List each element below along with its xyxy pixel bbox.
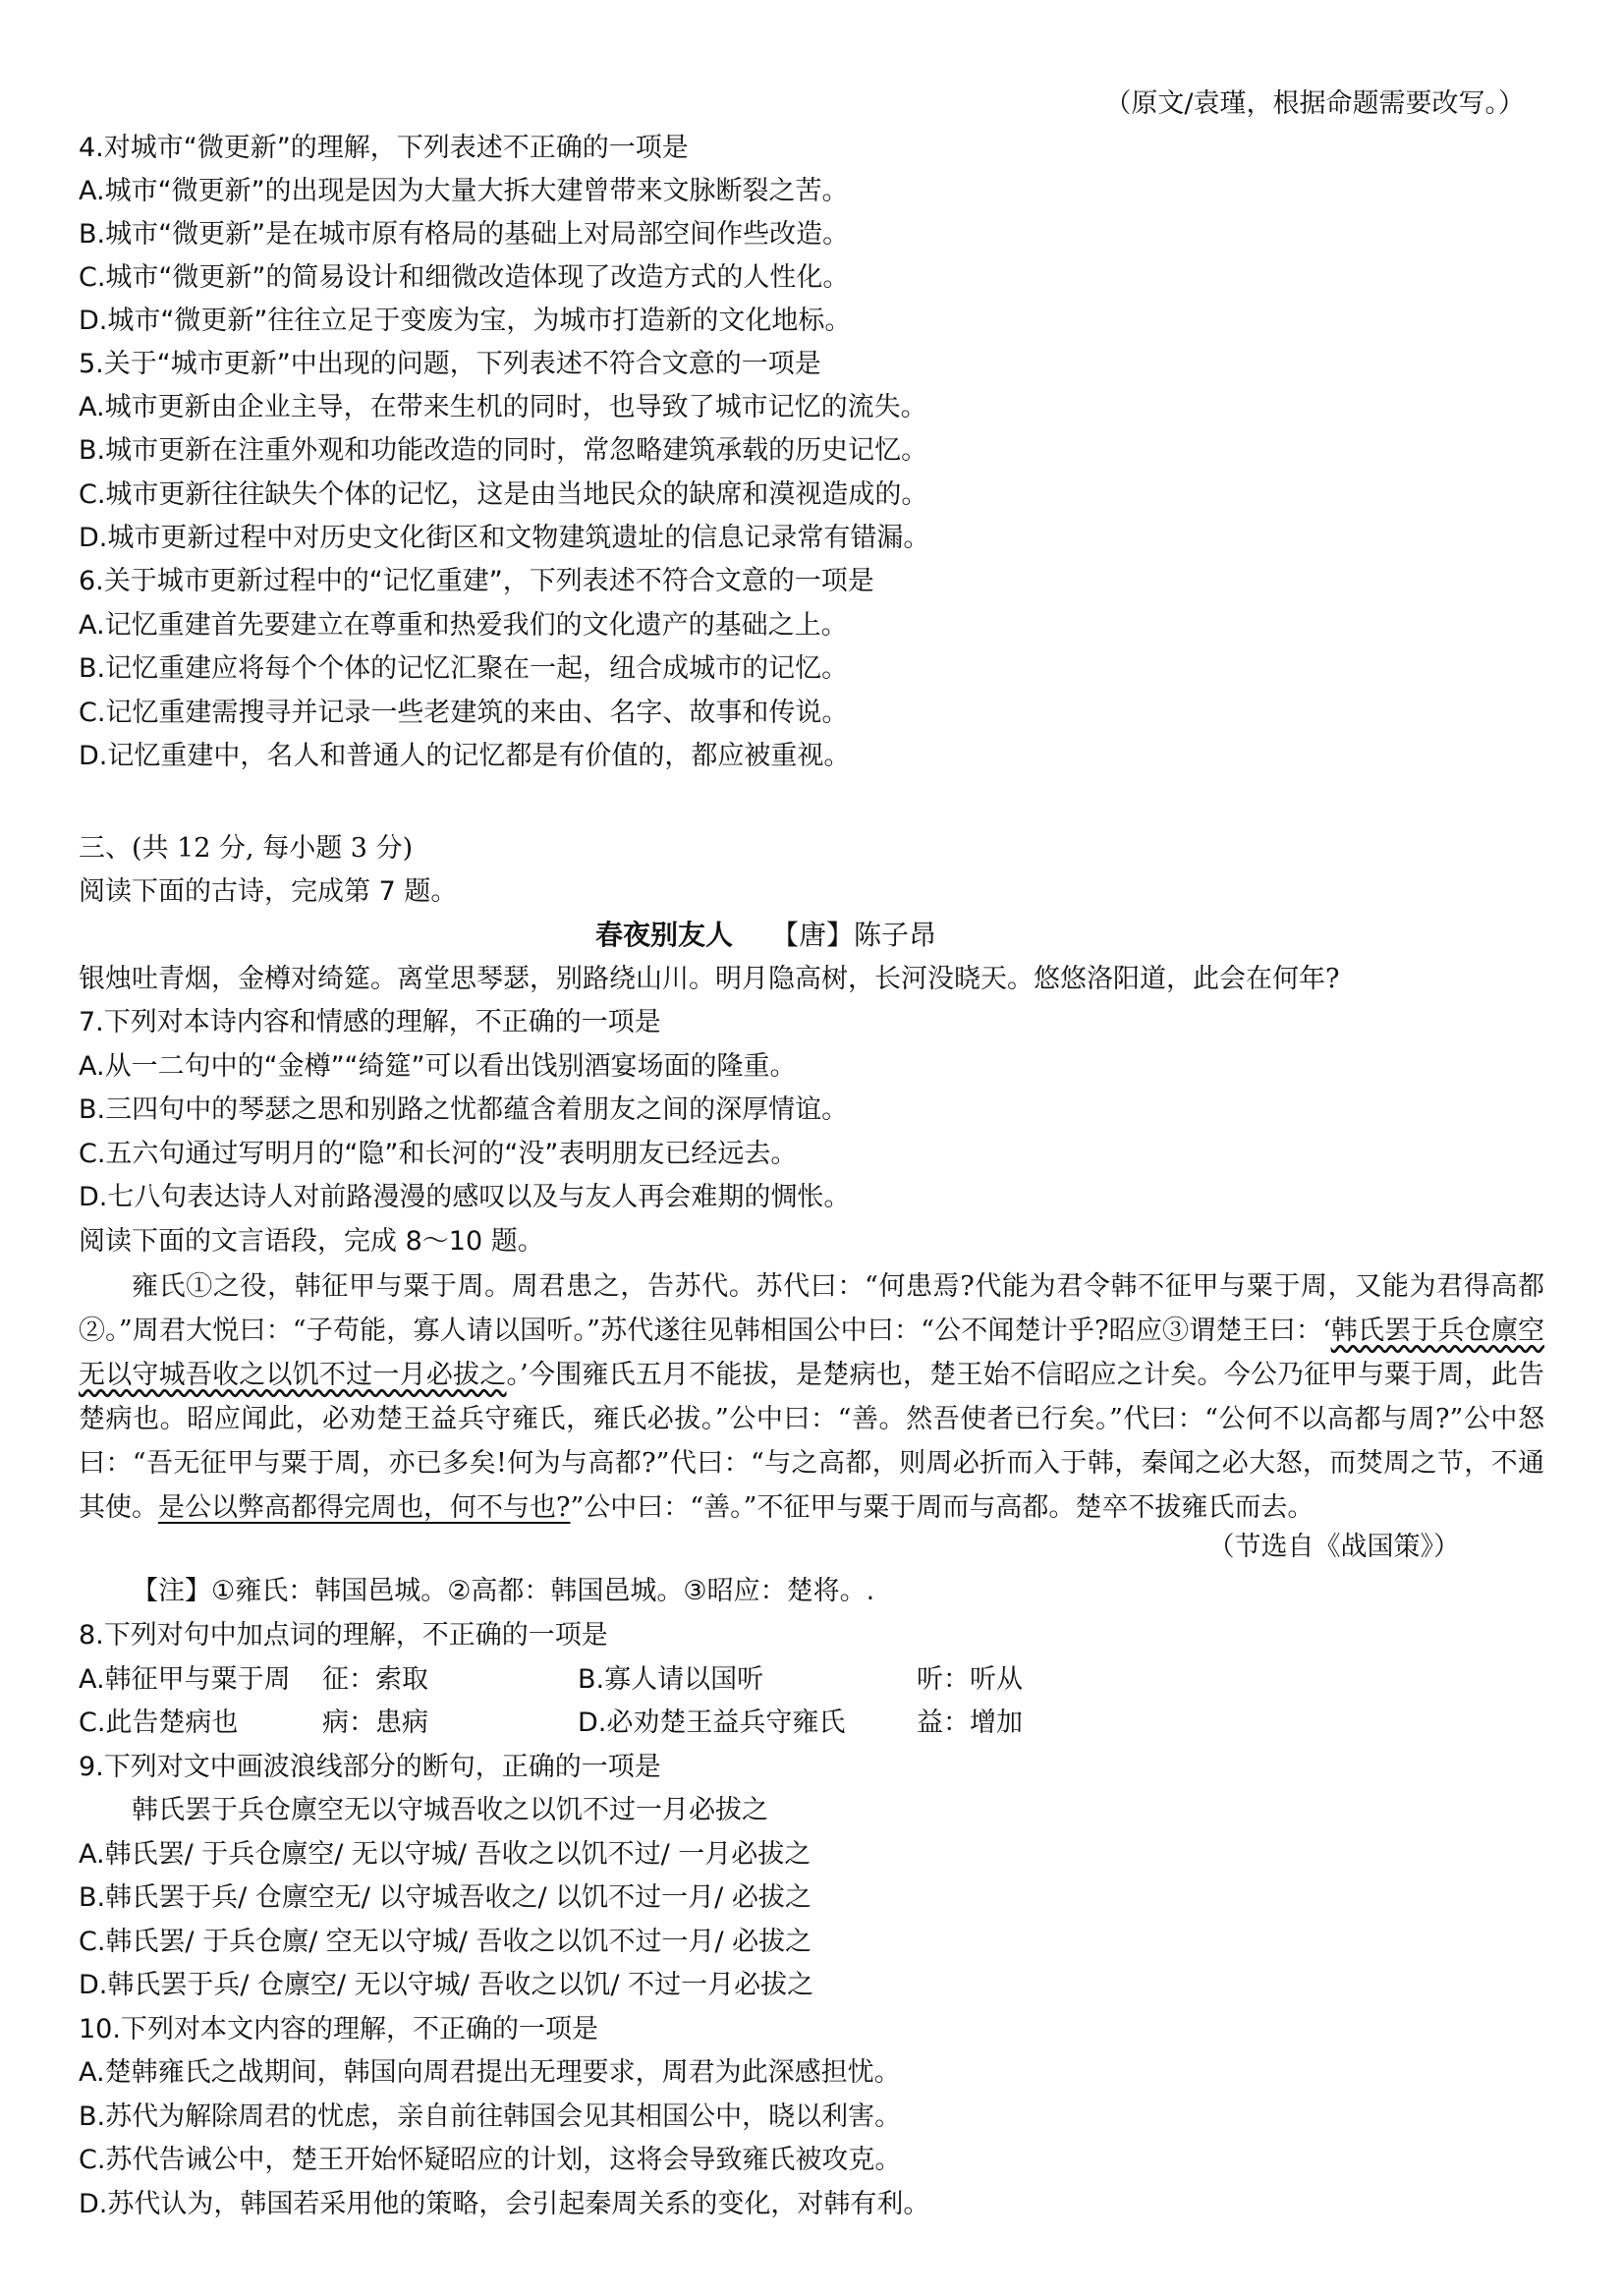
q6-option-a: A.记忆重建首先要建立在尊重和热爱我们的文化遗产的基础之上。	[79, 610, 848, 641]
q8-stem: 8.下列对句中加点词的理解，不正确的一项是	[79, 1620, 608, 1651]
q4-option-c: C.城市“微更新”的简易设计和细微改造体现了改造方式的人性化。	[79, 262, 850, 293]
q5-stem: 5.关于“城市更新”中出现的问题，下列表述不符合文意的一项是	[79, 349, 821, 379]
q10-option-d: D.苏代认为，韩国若采用他的策略，会引起秦周关系的变化，对韩有利。	[79, 2189, 930, 2219]
source-note: （原文/袁瑾，根据命题需要改写。）	[1104, 88, 1525, 119]
q6-option-b: B.记忆重建应将每个个体的记忆汇聚在一起，纽合成城市的记忆。	[79, 653, 849, 684]
q7-option-c: C.五六句通过写明月的“隐”和长河的“没”表明朋友已经远去。	[79, 1139, 798, 1169]
poem-text: 银烛吐青烟，金樽对绮筵。离堂思琴瑟，别路绕山川。明月隐高树，长河没晓天。悠悠洛阳道，此会在何年?	[79, 964, 1340, 994]
q8-option-c-def: 病：患病	[322, 1708, 428, 1738]
q9-option-c: C.韩氏罢/ 于兵仓廪/ 空无以守城/ 吾收之以饥不过一月/ 必拔之	[79, 1927, 812, 1957]
q10-option-b: B.苏代为解除周君的忧虑，亲自前往韩国会见其相国公中，晓以利害。	[79, 2101, 902, 2132]
q5-option-d: D.城市更新过程中对历史文化街区和文物建筑遗址的信息记录常有错漏。	[79, 523, 930, 553]
q6-option-c: C.记忆重建需搜寻并记录一些老建筑的来由、名字、故事和传说。	[79, 698, 849, 728]
q9-option-a: A.韩氏罢/ 于兵仓廪空/ 无以守城/ 吾收之以饥不过/ 一月必拔之	[79, 1839, 812, 1870]
poem-title	[595, 916, 936, 955]
q9-option-b: B.韩氏罢于兵/ 仓廪空无/ 以守城吾收之/ 以饥不过一月/ 必拔之	[79, 1882, 812, 1913]
poem-intro: 阅读下面的古诗，完成第 7 题。	[79, 876, 458, 907]
q5-option-a: A.城市更新由企业主导，在带来生机的同时，也导致了城市记忆的流失。	[79, 392, 927, 422]
q8-option-a-def: 征：索取	[322, 1664, 428, 1695]
q8-row-2	[79, 1704, 1061, 1743]
q9-sentence: 韩氏罢于兵仓廪空无以守城吾收之以饥不过一月必拔之	[132, 1795, 768, 1825]
q10-option-a: A.楚韩雍氏之战期间，韩国向周君提出无理要求，周君为此深感担忧。	[79, 2057, 901, 2088]
passage-wavy-sentence: 韩氏罢于兵仓廪空无以守城吾收之以饥不过一月必拔之	[79, 1316, 1544, 1390]
q10-option-c: C.苏代告诫公中，楚王开始怀疑昭应的计划，这将会导致雍氏被攻克。	[79, 2145, 902, 2175]
q10-stem: 10.下列对本文内容的理解，不正确的一项是	[79, 2014, 598, 2044]
q8-option-a: A.韩征甲与粟于周	[79, 1664, 291, 1695]
q9-option-d: D.韩氏罢于兵/ 仓廪空/ 无以守城/ 吾收之以饥/ 不过一月必拔之	[79, 1970, 814, 2000]
q8-option-d-def: 益：增加	[917, 1708, 1023, 1738]
classical-intro: 阅读下面的文言语段，完成 8～10 题。	[79, 1226, 544, 1257]
q5-option-c: C.城市更新往往缺失个体的记忆，这是由当地民众的缺席和漠视造成的。	[79, 479, 928, 510]
q8-option-d: D.必劝楚王益兵守雍氏	[578, 1708, 846, 1738]
q7-option-d: D.七八句表达诗人对前路漫漫的感叹以及与友人再会难期的惆怅。	[79, 1182, 851, 1212]
q5-option-b: B.城市更新在注重外观和功能改造的同时，常忽略建筑承载的历史记忆。	[79, 435, 928, 466]
q6-option-d: D.记忆重建中，名人和普通人的记忆都是有价值的，都应被重视。	[79, 741, 851, 771]
q4-stem: 4.对城市“微更新”的理解，下列表述不正确的一项是	[79, 133, 689, 163]
poem-title-text: 春夜别友人	[595, 919, 734, 951]
passage-part-1: 雍氏①之役，韩征甲与粟于周。周君患之，告苏代。苏代曰：“何患焉?代能为君令韩不征甲与粟于周，又能为君得高都②。”周君大悦曰：“子苟能，寡人请以国听。”苏代遂往见韩相国公中曰：“公不闻楚计乎?昭应③谓楚王曰：‘	[79, 1271, 1544, 1346]
q4-option-a: A.城市“微更新”的出现是因为大量大拆大建曾带来文脉断裂之苦。	[79, 176, 849, 206]
q9-stem: 9.下列对文中画波浪线部分的断句，正确的一项是	[79, 1752, 661, 1782]
classical-passage	[79, 1264, 1544, 1530]
q4-option-b: B.城市“微更新”是在城市原有格局的基础上对局部空间作些改造。	[79, 219, 850, 250]
passage-part-2: 。’今围雍氏五月不能拔，是楚病也，楚王始不信昭应之计矣。今公乃征甲与粟于周，此告楚病也。昭应闻此，必劝楚王益兵守雍氏，雍氏必拔。”公中曰：“善。然吾使者已行矣。”代曰：“公何不以高都与周?”公中怒曰：“吾无征甲与粟于周，亦已多矣!何为与高都?”代曰：“与之高都，则周必折而入于韩，秦闻之必大怒，而焚周之节，不通其使。	[79, 1360, 1544, 1523]
q8-option-c: C.此告楚病也	[79, 1708, 239, 1738]
q8-option-b: B.寡人请以国听	[578, 1664, 764, 1695]
q7-stem: 7.下列对本诗内容和情感的理解，不正确的一项是	[79, 1007, 661, 1037]
passage-note: 【注】①雍氏：韩国邑城。②高都：韩国邑城。③昭应：楚将。.	[132, 1576, 875, 1606]
passage-part-3: ”公中曰：“善。”不征甲与粟于周而与高都。楚卒不拔雍氏而去。	[570, 1492, 1315, 1523]
passage-underlined-sentence: 是公以弊高都得完周也，何不与也?	[158, 1492, 571, 1523]
q8-row-1	[79, 1660, 1061, 1700]
q7-option-a: A.从一二句中的“金樽”“绮筵”可以看出饯别酒宴场面的隆重。	[79, 1051, 797, 1082]
q8-option-b-def: 听：听从	[917, 1664, 1023, 1695]
q6-stem: 6.关于城市更新过程中的“记忆重建”，下列表述不符合文意的一项是	[79, 566, 874, 596]
q7-option-b: B.三四句中的琴瑟之思和别路之忧都蕴含着朋友之间的深厚情谊。	[79, 1094, 849, 1125]
section-header: 三、(共 12 分, 每小题 3 分)	[79, 833, 414, 864]
q4-option-d: D.城市“微更新”往往立足于变废为宝，为城市打造新的文化地标。	[79, 306, 852, 336]
passage-source: （节选自《战国策》）	[1207, 1532, 1460, 1562]
poem-author: 【唐】陈子昂	[771, 919, 937, 951]
